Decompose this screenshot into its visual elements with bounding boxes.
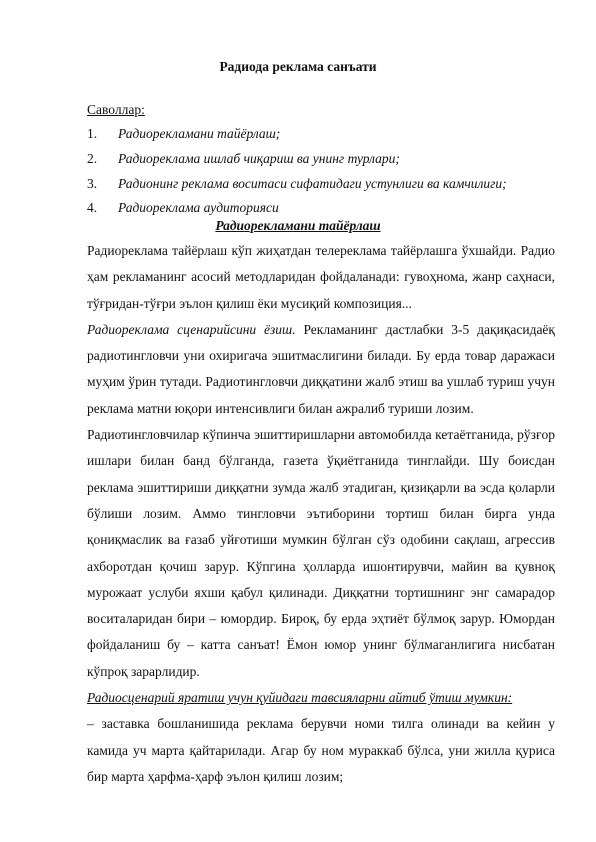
document-body (87, 238, 555, 790)
question-text: Радиореклама ишлаб чиқариш ва унинг турлари; (118, 151, 400, 166)
paragraph-text: Рекламанинг дастлабки 3-5 дақиқасидаёқ радиотингловчи уни охиригача эшитмаслигини билади. Бу ерда товар даражаси муҳим ўрин тутади. Радиотингловчи диққатини жалб этиш ва ушлаб туриш учун реклама матни юқори интенсивлиги билан ажралиб туриши лозим. (87, 321, 555, 416)
question-text: Радиорекламани тайёрлаш; (118, 126, 281, 141)
document-title: Радиода реклама санъати (219, 59, 377, 74)
question-number: 2. (87, 151, 98, 166)
paragraph: – заставка бошланишида реклама берувчи номи тилга олинади ва кейин у камида уч марта қайтарилади. Агар бу ном мураккаб бўлса, уни жилла қуриса бир марта ҳарфма-ҳарф эълон қилиш лозим; (87, 716, 555, 784)
question-number: 1. (87, 126, 98, 141)
paragraph: Радиореклама тайёрлаш кўп жиҳатдан телереклама тайёрлашга ўхшайди. Радио ҳам рекламанинг асосий методларидан фойдаланади: гувоҳнома, жанр саҳнаси, тўғридан-тўғри эълон қилиш ёки мусиқий композиция... (87, 243, 555, 311)
question-number: 3. (87, 176, 98, 191)
paragraph-lead: Радиореклама сценарийсини ёзиш. (87, 321, 296, 337)
questions-heading: Саволлар: (87, 102, 145, 117)
subsection-heading: Радиосценарий яратиш учун қуйидаги тавсияларни айтиб ўтиш мумкин: (87, 690, 513, 706)
question-text: Радионинг реклама воситаси сифатидаги устунлиги ва камчилиги; (118, 176, 507, 191)
paragraph (87, 317, 555, 422)
question-number: 4. (87, 200, 98, 215)
section-heading: Радиорекламани тайёрлаш (215, 218, 381, 233)
paragraph: Радиотингловчилар кўпинча эшиттиришларни автомобилда кетаётганида, рўзғор ишлари билан банд бўлганда, газета ўқиётганида тинглайди. Шу боисдан реклама эшиттириши диққатни зумда жалб этадиган, қизиқарли ва эсда қоларли бўлиши лозим. Аммо тингловчи эътиборини тортиш билан бирга унда қониқмаслик ва ғазаб уйғотиши мумкин бўлган сўз одобини сақлаш, агрессив ахборотдан қочиш зарур. Кўпгина ҳолларда ишонтирувчи, майин ва қувноқ мурожаат услуби яхши қабул қилинади. Диққатни тортишнинг энг самарадор воситаларидан бири – юмордир. Бироқ, бу ерда эҳтиёт бўлмоқ зарур. Юмордан фойдаланиш бу – катта санъат! Ёмон юмор унинг бўлмаганлигига нисбатан кўпроқ зарарлидир. (87, 427, 555, 679)
paragraph (87, 685, 555, 711)
question-text: Радиореклама аудиторияси (118, 200, 279, 215)
